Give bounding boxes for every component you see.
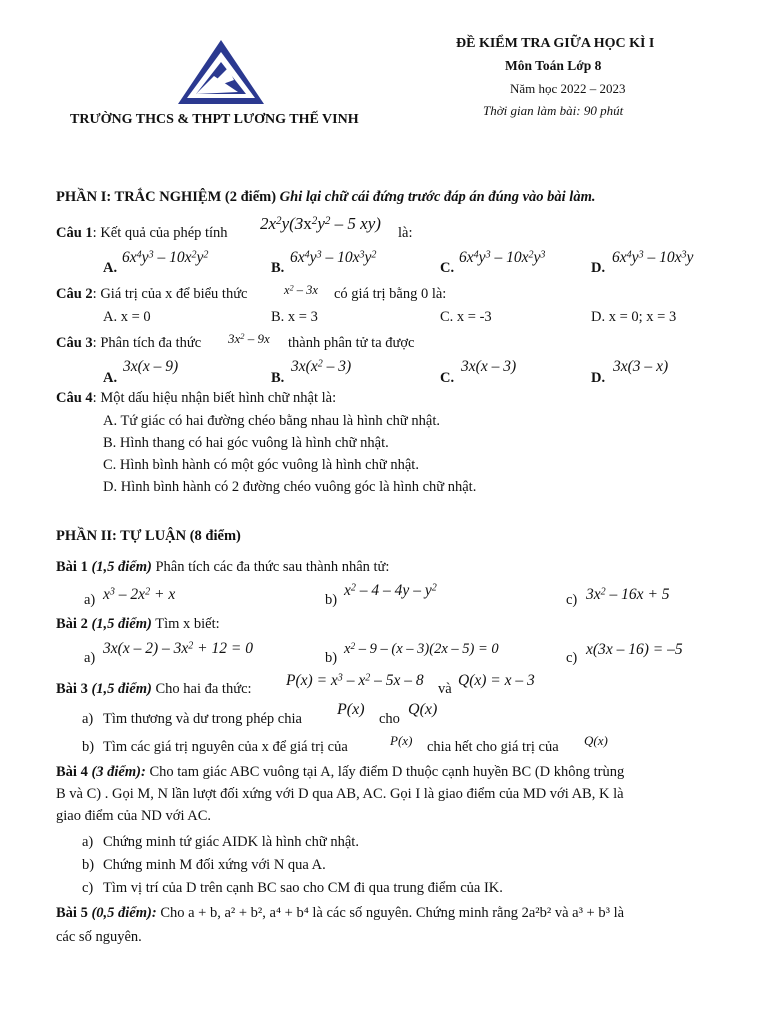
exam-subject: Môn Toán Lớp 8 xyxy=(505,58,602,73)
q2-option-b: B. x = 3 xyxy=(271,309,318,325)
q1-option-c-math: $6x^4y^3 - 10x^2y^3$ xyxy=(459,249,546,266)
q3-option-c: C. xyxy=(440,370,455,386)
q4-option-c: C. Hình bình hành có một góc vuông là hình chữ nhật. xyxy=(103,457,419,473)
question-2: Câu 2: Giá trị của x để biểu thức xyxy=(56,286,248,302)
b2-part-a: $3x(x - 2) - 3x^2 + 12 = 0$ xyxy=(103,640,253,657)
b3-part-a-q: Q(x) xyxy=(408,701,438,718)
b3-part-b-q: Q(x) xyxy=(584,733,608,748)
q1-expression: $2x^2y(3x^2y^2 - 5$ xy) xyxy=(260,214,381,233)
q3-option-a: A. xyxy=(103,370,118,386)
b3-part-a: Tìm thương và dư trong phép chia xyxy=(103,711,302,727)
q3-option-d: D. xyxy=(591,370,606,386)
q1-option-d-math: $6x^4y^3 - 10x^3y$ xyxy=(612,249,694,266)
q1-option-a: A. xyxy=(103,260,118,276)
q1-option-a-math: $6x^4y^3 - 10x^2y^2$ xyxy=(122,249,209,266)
question-3: Câu 3: Phân tích đa thức xyxy=(56,335,202,351)
exam-title: ĐỀ KIỂM TRA GIỮA HỌC KÌ I xyxy=(456,36,655,51)
q2-option-a: A. x = 0 xyxy=(103,309,151,325)
exercise-5-line2: các số nguyên. xyxy=(56,929,142,945)
b1-part-b: $x^2 - 4 - 4y - y^2$ xyxy=(344,582,437,599)
q3-option-a-math: 3x(x – 9) xyxy=(123,358,179,375)
school-logo xyxy=(176,38,266,108)
exercise-4-line2: B và C) . Gọi M, N lần lượt đối xứng với D qua AB, AC. Gọi I là giao điểm của MD với AB, K là xyxy=(56,786,624,802)
q2-option-c: C. x = -3 xyxy=(440,309,492,325)
question-1: Câu 1: Kết quả của phép tính xyxy=(56,225,228,241)
q4-option-b: B. Hình thang có hai góc vuông là hình chữ nhật. xyxy=(103,435,389,451)
q3-option-c-math: 3x(x – 3) xyxy=(461,358,517,375)
q2-expression: $x^2 - 3x$ xyxy=(284,283,318,297)
question-4: Câu 4: Một dấu hiệu nhận biết hình chữ nhật là: xyxy=(56,390,337,406)
b1-part-c: $3x^2 - 16x + 5$ xyxy=(586,586,670,603)
b3-polynomial-p: $P(x) = x^3 - x^2 - 5x - 8$ xyxy=(286,672,424,689)
exercise-4: Bài 4 (3 điểm): Cho tam giác ABC vuông tại A, lấy điểm D thuộc cạnh huyền BC (D không trùng xyxy=(56,764,625,780)
exam-year: Năm học 2022 – 2023 xyxy=(510,81,626,96)
b4-part-a: Chứng minh tứ giác AIDK là hình chữ nhật. xyxy=(103,834,359,850)
q3-expression: $3x^2 - 9x$ xyxy=(228,331,270,346)
part2-heading: PHẦN II: TỰ LUẬN (8 điểm) xyxy=(56,528,241,544)
school-name: TRƯỜNG THCS & THPT LƯƠNG THẾ VINH xyxy=(70,112,359,127)
q3-option-b-math: $3x(x^2 - 3)$ xyxy=(291,358,352,375)
q4-option-a: A. Tứ giác có hai đường chéo bằng nhau là hình chữ nhật. xyxy=(103,413,440,429)
b4-part-b: Chứng minh M đối xứng với N qua A. xyxy=(103,857,326,873)
part1-heading: PHẦN I: TRẮC NGHIỆM (2 điểm) Ghi lại chữ cái đứng trước đáp án đúng vào bài làm. xyxy=(56,189,596,205)
b3-part-a-p: P(x) xyxy=(337,701,365,718)
q1-option-d: D. xyxy=(591,260,606,276)
q1-option-c: C. xyxy=(440,260,455,276)
exercise-4-line3: giao điểm của ND với AC. xyxy=(56,808,212,824)
q4-option-d: D. Hình bình hành có 2 đường chéo vuông góc là hình chữ nhật. xyxy=(103,479,477,495)
b3-part-b: Tìm các giá trị nguyên của x để giá trị của xyxy=(103,739,348,755)
b1-part-a: $x^3 - 2x^2 + x$ xyxy=(103,586,176,603)
q2-option-d: D. x = 0; x = 3 xyxy=(591,309,677,325)
exercise-2: Bài 2 (1,5 điểm) Tìm x biết: xyxy=(56,616,220,632)
exercise-1: Bài 1 (1,5 điểm) Phân tích các đa thức sau thành nhân tử: xyxy=(56,559,390,575)
q1-option-b: B. xyxy=(271,260,285,276)
b2-part-b: $x^2 - 9 - (x - 3)(2x - 5) = 0$ xyxy=(344,641,499,657)
exercise-3: Bài 3 (1,5 điểm) Cho hai đa thức: xyxy=(56,681,252,697)
exam-duration: Thời gian làm bài: 90 phút xyxy=(483,103,624,118)
b4-part-c: Tìm vị trí của D trên cạnh BC sao cho CM đi qua trung điểm của IK. xyxy=(103,880,503,896)
b2-part-c: x(3x – 16) = –5 xyxy=(586,641,683,658)
q3-option-b: B. xyxy=(271,370,285,386)
b3-part-b-p: P(x) xyxy=(390,733,413,748)
exercise-5: Bài 5 (0,5 điểm): Cho a + b, a² + b², a⁴ + b⁴ là các số nguyên. Chứng minh rằng 2a²b² và a³ + b³ là xyxy=(56,905,625,921)
b3-polynomial-q: Q(x) = x – 3 xyxy=(458,672,535,689)
q3-option-d-math: 3x(3 – x) xyxy=(613,358,669,375)
q1-option-b-math: $6x^4y^3 - 10x^3y^2$ xyxy=(290,249,377,266)
